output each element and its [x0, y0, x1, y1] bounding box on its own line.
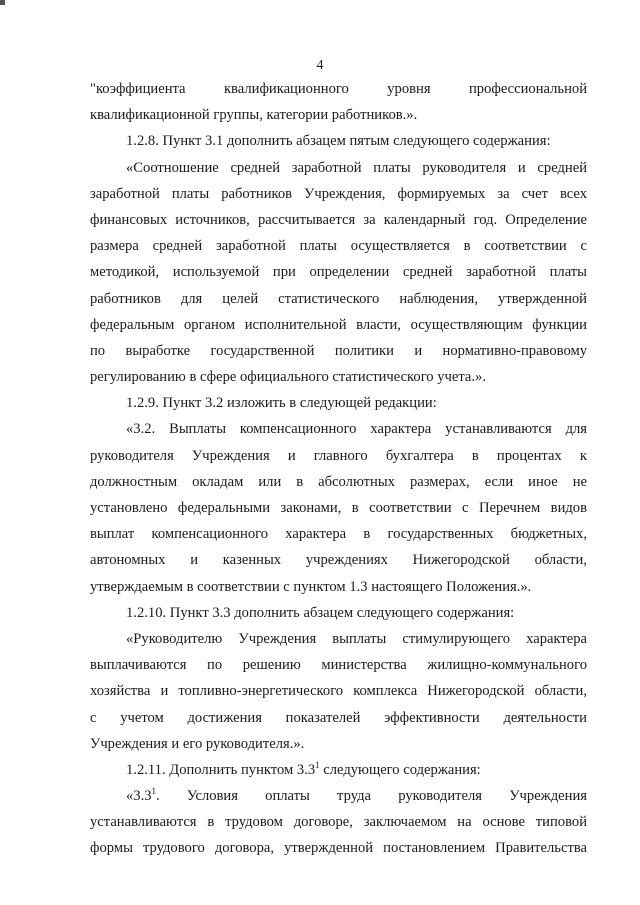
text-line — [90, 495, 587, 521]
text-line — [90, 469, 587, 495]
text-line — [90, 443, 587, 469]
text-line — [90, 835, 587, 861]
document-body — [90, 76, 587, 862]
text-line-content: «Руководителю Учреждения выплаты стимулирующего характера — [126, 630, 587, 647]
text-line-content: выплачиваются по решению министерства жилищно-коммунального — [90, 657, 587, 674]
text-line-content: выплат компенсационного характера в государственных бюджетных, — [90, 526, 587, 543]
superscript: 1 — [315, 760, 320, 771]
text-line-content: по выработке государственной политики и нормативно-правовому — [90, 342, 587, 359]
text-line — [90, 678, 587, 704]
text-line — [90, 416, 587, 442]
text-line-content: автономных и казенных учреждениях Нижегородской области, — [90, 552, 587, 569]
text-line-content: федеральным органом исполнительной власти, осуществляющим функции — [90, 316, 587, 333]
text-line-content: формы трудового договора, утвержденной постановлением Правительства — [90, 840, 587, 857]
text-line-continuation: следующего содержания: — [319, 761, 481, 778]
text-line-content: должностным окладам или в абсолютных размерах, если иное не — [90, 473, 587, 490]
text-line-content: установлено федеральными законами, в соответствии с Перечнем видов — [90, 500, 587, 516]
text-line — [90, 574, 587, 600]
text-line — [90, 233, 587, 259]
text-line-content: «3.3 — [126, 788, 152, 805]
text-line — [90, 390, 587, 416]
text-line-content: 1.2.9. Пункт 3.2 изложить в следующей редакции: — [126, 395, 437, 412]
text-line — [90, 521, 587, 547]
text-line-content: хозяйства и топливно-энергетического комплекса Нижегородской области, — [90, 683, 587, 700]
text-line — [90, 102, 587, 128]
text-line — [90, 757, 587, 783]
text-line-continuation: . Условия оплаты труда руководителя Учреждения — [156, 788, 587, 805]
text-line — [90, 259, 587, 285]
superscript: 1 — [151, 786, 157, 797]
text-line — [90, 364, 587, 390]
text-line — [90, 312, 587, 338]
text-line-content: руководителя Учреждения и главного бухгалтера в процентах к — [90, 447, 587, 464]
text-line — [90, 338, 587, 364]
scan-corner-mark — [0, 0, 5, 5]
text-line — [90, 783, 587, 809]
text-line — [90, 76, 587, 102]
text-line-content: Учреждения и его руководителя.». — [90, 735, 305, 752]
text-line-content: устанавливаются в трудовом договоре, заключаемом на основе типовой — [90, 814, 587, 831]
text-line — [90, 626, 587, 652]
text-line-content: квалификационной группы, категории работников.». — [90, 107, 418, 124]
text-line-content: утверждаемым в соответствии с пунктом 1.3 настоящего Положения.». — [90, 578, 532, 595]
text-line-content: «3.2. Выплаты компенсационного характера устанавливаются для — [126, 421, 587, 438]
text-line — [90, 600, 587, 626]
text-line — [90, 155, 587, 181]
text-line-content: "коэффициента квалификационного уровня профессиональной — [90, 81, 587, 97]
text-line-content: 1.2.10. Пункт 3.3 дополнить абзацем следующего содержания: — [126, 604, 515, 621]
text-line — [90, 731, 587, 757]
text-line-content: заработной платы работников Учреждения, формируемых за счет всех — [90, 185, 587, 202]
text-line-content: размера средней заработной платы осуществляется в соответствии с — [90, 238, 587, 255]
text-line — [90, 809, 587, 835]
text-line-content: 1.2.11. Дополнить пунктом 3.3 — [126, 761, 316, 778]
text-line-content: 1.2.8. Пункт 3.1 дополнить абзацем пятым следующего содержания: — [126, 133, 551, 150]
text-line — [90, 652, 587, 678]
text-line — [90, 547, 587, 573]
text-line-content: регулированию в сфере официального статистического учета.». — [90, 369, 486, 386]
text-line-content: финансовых источников, рассчитывается за календарный год. Определение — [90, 211, 587, 228]
text-line-content: методикой, используемой при определении средней заработной платы — [90, 264, 587, 281]
text-line — [90, 286, 587, 312]
text-line — [90, 181, 587, 207]
text-line — [90, 128, 587, 154]
page-number: 4 — [316, 58, 324, 73]
text-line-content: работников для целей статистического наблюдения, утвержденной — [90, 290, 587, 307]
text-line — [90, 207, 587, 233]
text-line — [90, 705, 587, 731]
text-line-content: с учетом достижения показателей эффективности деятельности — [90, 709, 587, 726]
text-line-content: «Соотношение средней заработной платы руководителя и средней — [126, 159, 587, 176]
